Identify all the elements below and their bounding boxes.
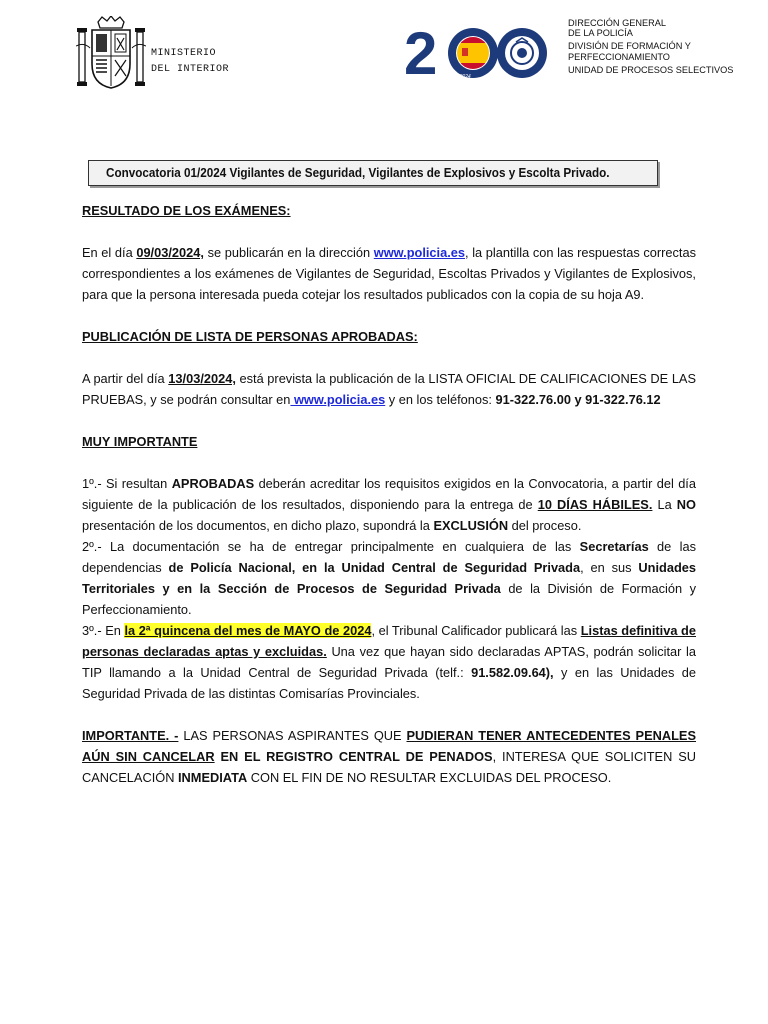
ministry-line-2: DEL INTERIOR — [151, 64, 230, 75]
bold-text: EXCLUSIÓN — [433, 518, 509, 533]
text: y en las Unidades de Seguridad Privada de las distintas Comisarías Provinciales. — [82, 665, 697, 701]
bold-text: APROBADAS — [171, 476, 255, 491]
bold-text: INMEDIATA — [178, 770, 248, 785]
ministry-line-1: MINISTERIO — [151, 48, 217, 59]
bold-text: Secretarías — [579, 539, 649, 554]
document-body — [82, 200, 696, 788]
text: y en los teléfonos: — [385, 392, 496, 407]
svg-text:2: 2 — [404, 24, 438, 82]
important-heading: MUY IMPORTANTE — [82, 434, 198, 449]
text: del proceso. — [508, 518, 582, 533]
text: de las dependencias — [82, 539, 696, 575]
text: , en sus — [580, 560, 639, 575]
text: En el día — [82, 245, 137, 260]
document-title: Convocatoria 01/2024 Vigilantes de Seguridad, Vigilantes de Explosivos y Escolta Privado. — [106, 165, 610, 180]
highlighted-date: la 2ª quincena del mes de MAYO de 2024 — [124, 623, 372, 638]
issuer-line-5: UNIDAD DE PROCESOS SELECTIVOS — [568, 64, 734, 75]
ministry-name — [151, 46, 229, 78]
item-2 — [82, 536, 696, 620]
policia-link[interactable]: www.policia.es — [373, 245, 466, 260]
item-3 — [82, 620, 696, 704]
text: CON EL FIN DE NO RESULTAR EXCLUIDAS DEL PROCESO. — [247, 770, 612, 785]
text: Una vez que hayan sido declaradas APTAS, podrán solicitar la TIP llamando a la Unidad Central de Seguridad Privada (telf.: — [82, 644, 696, 680]
issuing-unit-block — [568, 18, 733, 75]
results-paragraph — [82, 242, 696, 305]
bold-text: EN EL REGISTRO CENTRAL DE PENADOS — [214, 749, 493, 764]
bold-text: Listas definitiva de personas declaradas aptas y excluidas. — [82, 623, 696, 659]
police-200-anniversary-logo — [404, 24, 550, 82]
policia-link-2[interactable]: www.policia.es — [290, 392, 386, 407]
text: A partir del día — [82, 371, 169, 386]
item-1 — [82, 473, 696, 536]
text: , el Tribunal Calificador publicará las — [371, 623, 581, 638]
text: presentación de los documentos, en dicho plazo, supondrá la — [82, 518, 434, 533]
results-date: 09/03/2024, — [136, 245, 204, 260]
bold-text: PUDIERAN TENER ANTECEDENTES PENALES AÚN SIN CANCELAR — [82, 728, 697, 764]
logo-years: 1824 - 2024 — [444, 74, 471, 80]
bold-text: 91.582.09.64), — [471, 665, 554, 680]
issuer-line-1: DIRECCIÓN GENERAL — [568, 18, 667, 28]
text: deberán acreditar los requisitos exigidos en la Convocatoria, a partir del día siguiente de la publicación de los resultados, disponiendo para la entrega de — [82, 476, 696, 512]
title-box — [88, 160, 658, 186]
final-notice — [82, 725, 696, 788]
issuer-line-4: PERFECCIONAMIENTO — [568, 51, 670, 62]
results-heading: RESULTADO DE LOS EXÁMENES: — [82, 203, 291, 218]
publication-heading: PUBLICACIÓN DE LISTA DE PERSONAS APROBADAS: — [82, 329, 418, 344]
bold-text: Unidades Territoriales y en la Sección de Procesos de Seguridad Privada — [82, 560, 696, 596]
text: 1º.- Si resultan — [82, 476, 172, 491]
publication-date: 13/03/2024, — [168, 371, 236, 386]
bold-text: IMPORTANTE. - — [82, 728, 179, 743]
bold-text: NO — [676, 497, 696, 512]
text: , INTERESA QUE SOLICITEN SU CANCELACIÓN — [82, 749, 696, 785]
text: está prevista la publicación de la LISTA OFICIAL DE CALIFICACIONES DE LAS PRUEBAS, y se podrán consultar en — [82, 371, 697, 407]
publication-paragraph — [82, 368, 696, 410]
text: se publicarán en la dirección — [203, 245, 374, 260]
text: , la plantilla con las respuestas correctas correspondientes a los exámenes de Vigilantes de Seguridad, Escoltas Privados y Vigilantes de Explosivos, para que la persona interesada pueda cotejar los resultados publicados con la copia de su hoja A9. — [82, 245, 696, 302]
issuer-line-2: DE LA POLICÍA — [568, 28, 633, 39]
text: La — [652, 497, 677, 512]
text: de la División de Formación y Perfeccionamiento. — [82, 581, 696, 617]
text: 3º.- En — [82, 623, 125, 638]
bold-text: de Policía Nacional, en la Unidad Central de Seguridad Privada — [168, 560, 581, 575]
text: 2º.- La documentación se ha de entregar principalmente en cualquiera de las — [82, 539, 580, 554]
coat-of-arms-logo — [76, 16, 146, 92]
issuer-line-3: DIVISIÓN DE FORMACIÓN Y — [568, 41, 691, 52]
text: LAS PERSONAS ASPIRANTES QUE — [178, 728, 407, 743]
phone-numbers: 91-322.76.00 y 91-322.76.12 — [495, 392, 661, 407]
bold-text: 10 DÍAS HÁBILES. — [537, 497, 653, 512]
